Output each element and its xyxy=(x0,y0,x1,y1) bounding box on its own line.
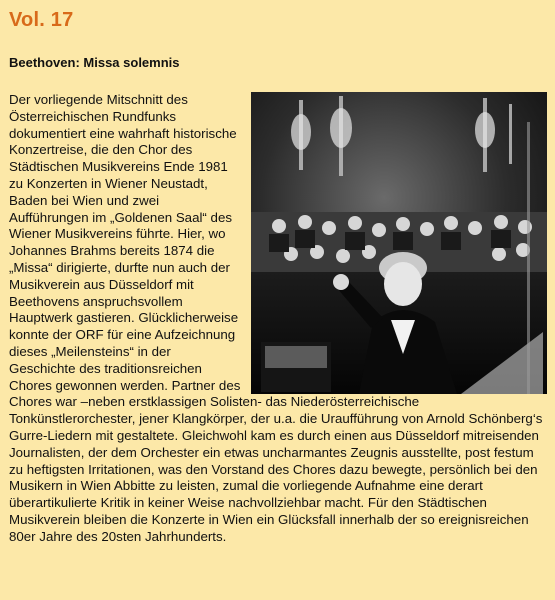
volume-heading: Vol. 17 xyxy=(9,9,74,31)
article xyxy=(9,92,547,546)
concert-photo xyxy=(251,92,547,394)
article-text: Der vorliegende Mitschnitt des Österreichischen Rundfunks dokumentiert eine wahrhaft historische Konzertreise, die den Chor des Städtischen Musikvereins Ende 1981 zu Konzerten in Wiener Neustadt, Baden bei Wien und zwei Aufführungen im „Goldenen Saal“ des Wiener Musikvereins führte. Hier, wo Johannes Brahms bereits 1874 die „Missa“ dirigierte, durfte nun auch der Musikverein aus Düsseldorf mit Beethovens anspruchsvollem Hauptwerk gastieren. Glücklicherweise konnte der ORF für eine Aufzeichnung dieses „Meilensteins“ in der Geschichte des traditionsreichen Chores gewonnen werden. Partner des Chores war –neben erstklassigen Solisten- das Niederösterreichische Tonkünstlerorchester, jener Klangkörper, der u.a. die Uraufführung von Arnold Schönberg‘s Gurre-Liedern mit gestaltete. Gleichwohl kam es durch einen aus Düsseldorf mitreisenden Journalisten, der dem Orchester ein etwas uncharmantes Zeugnis ausstellte, post festum zu heftigsten Irritationen, was den Vorstand des Chores dazu bewegte, persönlich bei den Musikern in Wien Abbitte zu leisten, zumal die vorliegende Aufnahme eine derart überartikulierte Kritik in keiner Weise nachvollziehbar macht. Für den Städtischen Musikverein bleiben die Konzerte in Wien ein Glücksfall innerhalb der so ereignisreichen 80er Jahre des 20sten Jahrhunderts. xyxy=(9,92,543,544)
work-title: Beethoven: Missa solemnis xyxy=(9,55,180,70)
